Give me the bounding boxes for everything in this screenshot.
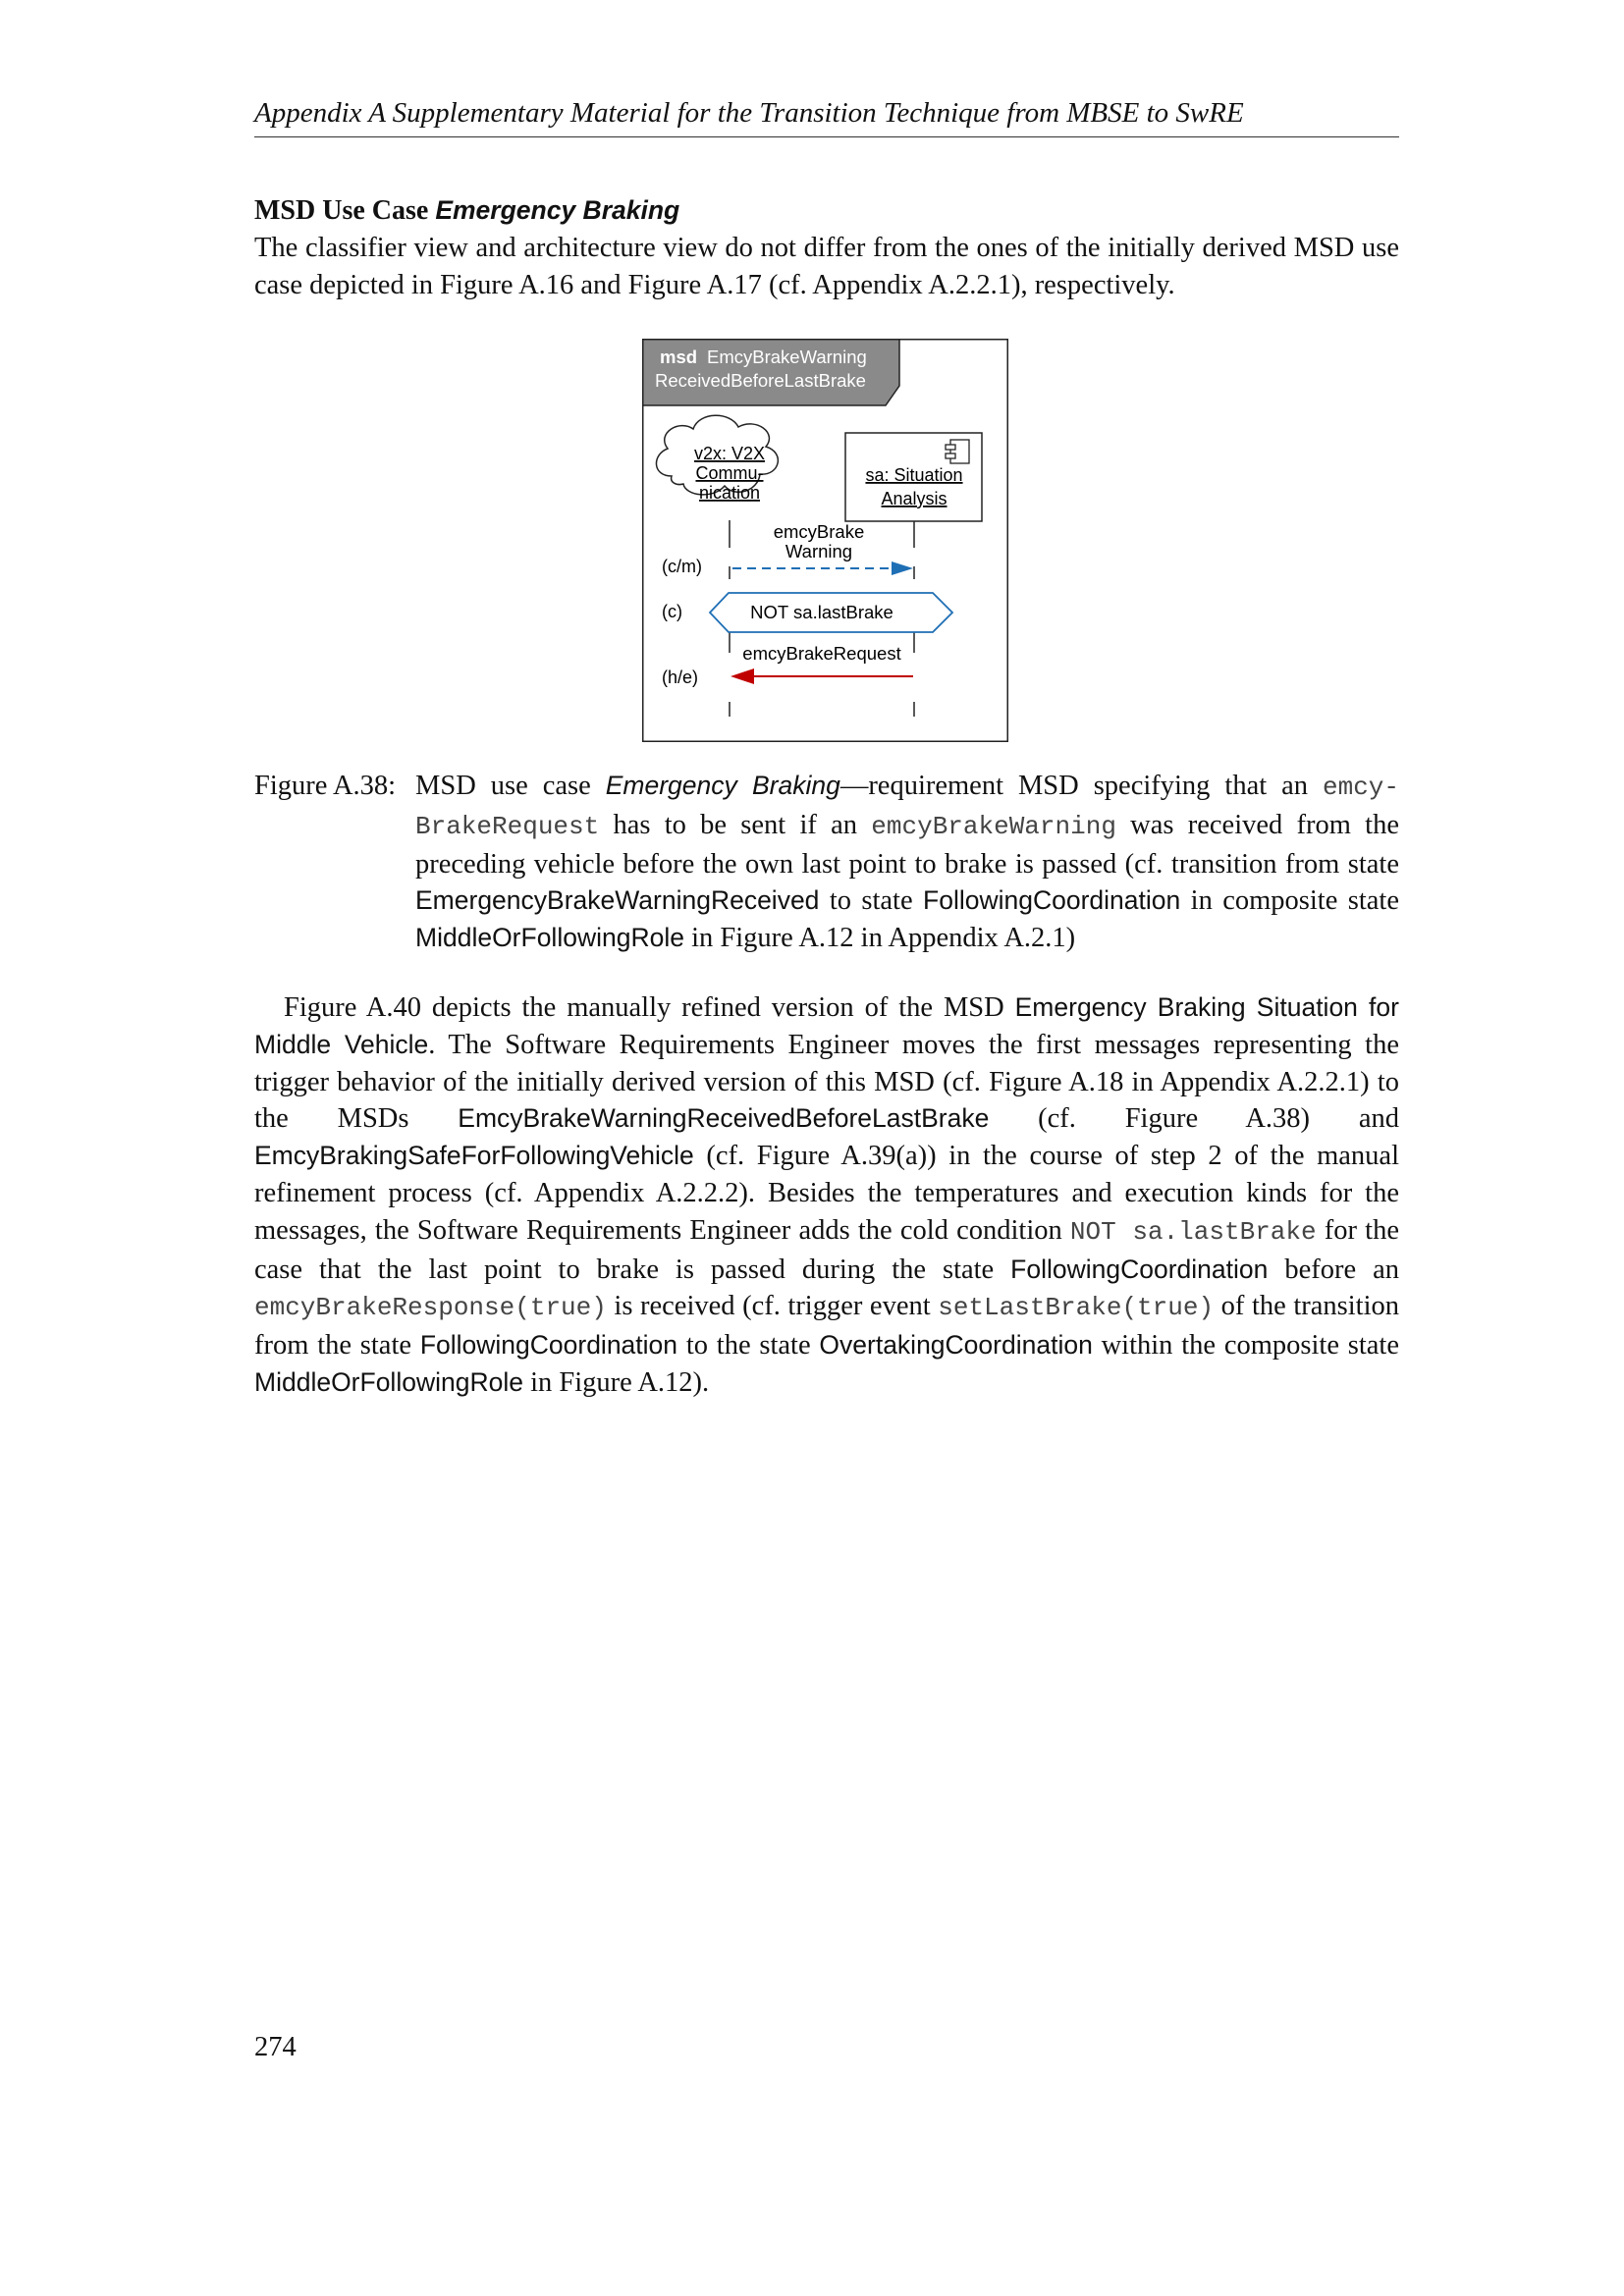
msd-diagram [642, 339, 1008, 742]
caption-text: in composite state [1180, 885, 1399, 917]
section-title-name: Emergency Braking [435, 195, 680, 225]
caption-text: to state [819, 885, 924, 917]
caption-text: in Figure A.12 in Appendix A.2.1) [683, 923, 1076, 954]
body-text: for the case that the last point to brake is passed during the state [254, 1214, 1399, 1285]
caption-state: EmergencyBrakeWarningReceived [415, 885, 820, 916]
body-text: is received (cf. trigger event [606, 1291, 939, 1322]
v2x-lifeline-label-2: Commu- [695, 463, 764, 483]
body-state: FollowingCoordination [1010, 1254, 1269, 1284]
body-msd-name: EmcyBrakingSafeForFollowingVehicle [254, 1141, 694, 1171]
body-text: in Figure A.12). [522, 1366, 710, 1398]
sa-lifeline-label-1: sa: Situation [865, 465, 963, 485]
body-state: MiddleOrFollowingRole [254, 1366, 523, 1397]
body-text: . The Software Requirements Engineer moves the first messages representing the trigger behavior of the initially derived version of this MSD (cf. Figure A.18 in Appendix A.2.2.1) to the MSDs [254, 1029, 1399, 1135]
page-number: 274 [254, 2032, 297, 2062]
msg1-label-1: emcyBrake [773, 521, 865, 542]
condition-text: NOT sa.lastBrake [750, 602, 893, 622]
caption-text: MSD use case [415, 771, 606, 801]
v2x-lifeline-label-3: nication [698, 483, 761, 503]
caption-state: FollowingCoordination [923, 885, 1181, 916]
msg2-label: emcyBrakeRequest [742, 643, 901, 664]
body-code: emcyBrakeResponse(true) [254, 1293, 607, 1323]
msg1-label-2: Warning [785, 541, 853, 561]
caption-code: emcyBrakeWarning [871, 811, 1116, 841]
running-title: Appendix A Supplementary Material for the Transition Technique from MBSE to SwRE [254, 97, 1244, 129]
body-code: NOT sa.lastBrake [1069, 1216, 1317, 1247]
body-text: to the state [677, 1330, 820, 1362]
body-text: within the composite state [1092, 1330, 1399, 1362]
body-text: Figure A.40 depicts the manually refined version of the MSD [284, 992, 1015, 1023]
section-title [254, 192, 679, 229]
body-state: OvertakingCoordination [819, 1330, 1093, 1361]
section-prefix: MSD Use Case [254, 195, 429, 226]
caption-usecase: Emergency Braking [605, 771, 840, 800]
caption-text: —requirement MSD specifying that an [839, 771, 1323, 801]
caption-body [415, 768, 1399, 957]
running-header [254, 93, 1399, 137]
sa-lifeline-label-2: Analysis [881, 489, 947, 508]
caption-state: MiddleOrFollowingRole [415, 923, 684, 953]
figure-caption [254, 768, 1399, 957]
frame-name-line1: EmcyBrakeWarning [707, 347, 867, 367]
msg1-kind: (c/m) [662, 557, 702, 576]
body-text: (cf. Figure A.38) and [989, 1103, 1399, 1135]
msg2-kind: (h/e) [662, 667, 699, 687]
frame-name-line2: ReceivedBeforeLastBrake [655, 370, 866, 391]
caption-text: has to be sent if an [599, 809, 872, 840]
v2x-lifeline-label-1: v2x: V2X [693, 444, 766, 463]
body-text: before an [1268, 1254, 1399, 1285]
body-text: of the transition from the state [254, 1291, 1399, 1362]
condition-kind: (c) [662, 602, 682, 621]
body-state: FollowingCoordination [419, 1330, 678, 1361]
body-msd-name: Emergency Braking Situation for Middle Vehicle [254, 992, 1399, 1059]
body-text: (cf. Figure A.39(a)) in the course of step 2 of the manual refinement process (cf. Appendix A.2.2.2). Besides the temperatures and execution kinds for the messages, the Software Requirements Engineer adds the cold condition [254, 1141, 1399, 1246]
body-code: setLastBrake(true) [938, 1293, 1215, 1323]
caption-code: emcy-BrakeRequest [415, 773, 1399, 841]
frame-keyword: msd [660, 347, 698, 367]
caption-label: Figure A.38: [254, 771, 397, 801]
body-paragraph [254, 989, 1399, 1402]
intro-paragraph: The classifier view and architecture view do not differ from the ones of the initially derived MSD use case depicted in Figure A.16 and Figure A.17 (cf. Appendix A.2.2.1), respectively. [254, 233, 1399, 300]
caption-text: was received from the preceding vehicle before the own last point to brake is passed (cf. transition from state [415, 809, 1399, 880]
body-msd-name: EmcyBrakeWarningReceivedBeforeLastBrake [458, 1103, 990, 1134]
